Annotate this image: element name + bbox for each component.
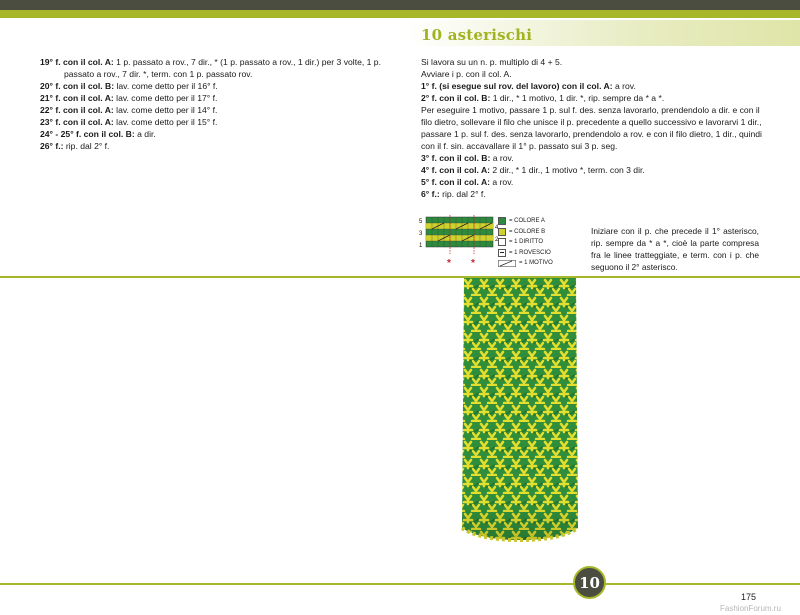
row-label: 19° f. con il col. A: (40, 57, 114, 67)
intro-line: Avviare i p. con il col. A. (421, 69, 512, 79)
row-text: lav. come detto per il 16° f. (114, 81, 218, 91)
purl-stitch-icon (498, 249, 506, 257)
row-label: 23° f. con il col. A: (40, 117, 114, 127)
instruction-row (40, 128, 385, 140)
legend-item (498, 227, 553, 238)
chart-legend (498, 216, 553, 269)
chart-star-mark: * (447, 258, 451, 269)
color-b-swatch-icon (498, 228, 506, 236)
top-accent-bar (0, 10, 800, 18)
instruction-row (40, 92, 385, 104)
row-text: a rov. (490, 177, 514, 187)
row-text: lav. come detto per il 14° f. (113, 105, 218, 115)
section-divider (0, 276, 800, 278)
chart-note: Iniziare con il p. che precede il 1° asterisco, rip. sempre da * a *, cioè la parte compresa fra le linee tratteggiate, e term. con i p. che seguono il 2° asterisco. (591, 226, 759, 273)
pattern-number-badge (573, 566, 606, 599)
row-text: lav. come detto per il 15° f. (113, 117, 218, 127)
row-label: 26° f.: (40, 141, 64, 151)
row-label: 22° f. con il col. A: (40, 105, 114, 115)
legend-label: = COLORE A (509, 218, 545, 224)
row-label: 4° f. con il col. A: (421, 165, 491, 175)
legend-item (498, 216, 553, 227)
chart-star-mark: * (471, 258, 475, 269)
legend-item (498, 237, 553, 248)
top-dark-bar (0, 0, 800, 10)
instruction-row (421, 152, 763, 164)
row-text: a rov. (612, 81, 636, 91)
instruction-row (421, 188, 763, 200)
legend-label: = 1 MOTIVO (519, 260, 553, 266)
row-label: 6° f.: (421, 189, 440, 199)
row-text: rip. dal 2° f. (439, 189, 486, 199)
instruction-row (40, 116, 385, 128)
row-label: 24° - 25° f. con il col. B: (40, 129, 135, 139)
legend-label: = COLORE B (509, 228, 546, 235)
chart-row-number: 2 (495, 237, 499, 243)
chart-row-number: 1 (419, 243, 423, 249)
row-label: 2° f. con il col. B: (421, 93, 491, 103)
pattern-title: 10 asterischi (421, 26, 533, 44)
chart-grid (426, 215, 493, 254)
instruction-row (40, 104, 385, 116)
row-text: rip. dal 2° f. (63, 141, 110, 151)
watermark: FashionForum.ru (720, 604, 781, 613)
motif-description: Per eseguire 1 motivo, passare 1 p. sul f. des. senza lavorarlo, prendendolo a dir. e con il filo dietro, sollevare il filo che unisce il p. precedente a quello successivo e lavorarvi 1 dir., passare 1 p. sul f. des. senza lavorarlo, prendendolo a rov. e con il filo dietro, 1 dir., quindi con il f. sin. accavallare il 1° p. passato sui 3 p. seg. (421, 105, 762, 151)
row-label: 3° f. con il col. B: (421, 153, 491, 163)
row-text: lav. come detto per il 17° f. (113, 93, 218, 103)
legend-item (498, 258, 553, 269)
left-column (40, 56, 385, 152)
instruction-row (40, 80, 385, 92)
instruction-row (421, 176, 763, 188)
pattern-title-band (405, 20, 800, 46)
row-text: 1 p. passato a rov., 7 dir., * (1 p. passato a rov., 1 dir.) per 3 volte, 1 p. (113, 57, 381, 67)
color-a-swatch-icon (498, 217, 506, 225)
legend-label: = 1 DIRITTO (509, 239, 544, 245)
row-label: 21° f. con il col. A: (40, 93, 114, 103)
knit-stitch-icon (498, 238, 506, 246)
motif-stitch-icon (498, 260, 516, 267)
legend-item (498, 248, 553, 259)
instruction-row (421, 80, 763, 92)
chart-row-number: 4 (495, 225, 499, 231)
page-number: 175 (741, 592, 757, 602)
right-column (421, 56, 763, 200)
legend-label: = 1 ROVESCIO (509, 249, 551, 256)
chart-row-number: 3 (419, 231, 423, 237)
badge-number: 10 (579, 573, 600, 592)
instruction-row-continued: passato a rov., 7 dir. *, term. con 1 p. passato rov. (64, 69, 253, 79)
footer-divider (0, 583, 800, 585)
instruction-row (40, 56, 385, 68)
instruction-row (421, 92, 763, 104)
chart-row-number: 5 (419, 219, 423, 225)
swatch-image (460, 278, 580, 548)
row-text: 1 dir., * 1 motivo, 1 dir. *, rip. sempre da * a *. (490, 93, 665, 103)
row-text: a dir. (134, 129, 156, 139)
instruction-row (40, 140, 385, 152)
row-text: 2 dir., * 1 dir., 1 motivo *, term. con 3 dir. (490, 165, 645, 175)
knitted-swatch-photo (460, 278, 580, 548)
row-label: 5° f. con il col. A: (421, 177, 491, 187)
row-label: 20° f. con il col. B: (40, 81, 115, 91)
row-text: a rov. (490, 153, 514, 163)
row-label: 1° f. (si esegue sul rov. del lavoro) con il col. A: (421, 81, 613, 91)
instruction-row (421, 164, 763, 176)
intro-line: Si lavora su un n. p. multiplo di 4 + 5. (421, 57, 563, 67)
